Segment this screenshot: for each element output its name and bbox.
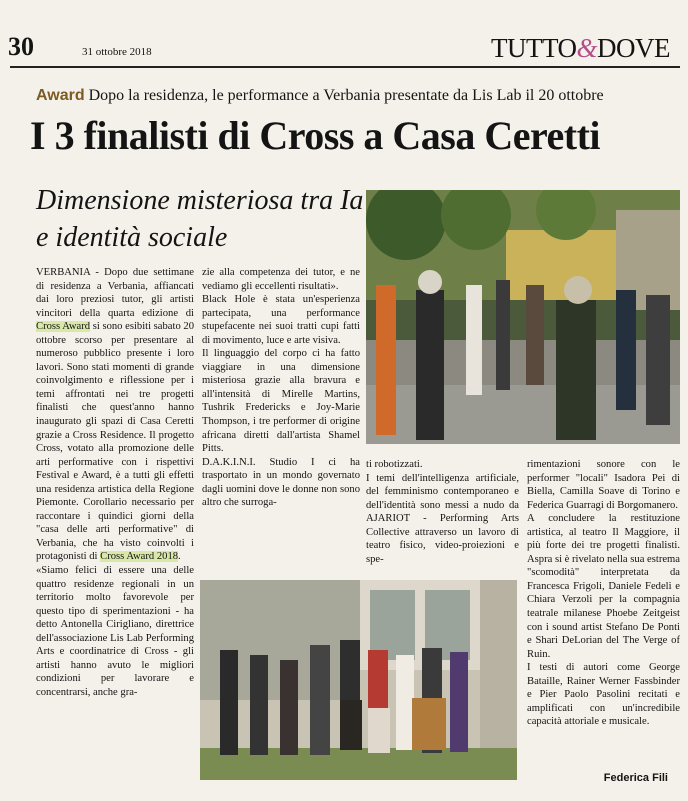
- col1-text-a: VERBANIA - Dopo due settimane di residenza a Verbania, affiancati dai loro preziosi tutor, gli artisti vincitori della quarta edizione di: [36, 267, 194, 319]
- cross-award-mention: Cross Award: [36, 321, 91, 333]
- kicker-text: Dopo la residenza, le performance a Verbania presentate da Lis Lab il 20 ottobre: [88, 87, 604, 104]
- column-2-paragraph-2: Black Hole è stata un'esperienza partecipata, una performance stupefacente nei suoi tratti cupi fatti di movimento, luce e arte visiva.: [202, 294, 360, 346]
- article-column-3: [366, 458, 519, 566]
- kicker-label: Award: [36, 87, 85, 104]
- group-photo-art: [200, 580, 517, 780]
- article-column-1: [36, 266, 194, 700]
- cross-award-2018-mention: Cross Award 2018: [100, 551, 179, 563]
- performance-photo: [366, 190, 680, 444]
- column-3-paragraph-1: ti robotizzati.: [366, 459, 423, 470]
- column-1-paragraph-1: [36, 266, 194, 564]
- col1-text-b: si sono esibiti sabato 20 ottobre scorso per presentare al numeroso pubblico presente i loro lavori. Sono stati momenti di grande coinvolgimento e riflessione per i temi affrontati nei tre progetti finalisti che quest'anno hanno inaugurato gli spazi di Casa Ceretti grazie a Cross Residence. Il progetto Cross, votato alla promozione delle arti performative con i rispettivi Festival e Award, è a tutti gli effetti una residenza artistica della Regione Piemonte. Corollario necessario per raccontare i quindici giorni della "casa delle arti performative" di Verbania, che ha visto coinvolti i protagonisti di: [36, 321, 195, 563]
- article-column-2: [202, 266, 360, 510]
- subheadline: Dimensione misteriosa tra Ia e identità sociale: [36, 185, 364, 253]
- issue-date: 31 ottobre 2018: [82, 46, 152, 58]
- header-rule: [10, 66, 680, 68]
- logo-left: TUTTO: [490, 33, 577, 63]
- page-number: 30: [8, 32, 34, 61]
- kicker: [36, 86, 604, 106]
- column-3-paragraph-2: I temi dell'intelligenza artificiale, del femminismo contemporaneo e dell'identità sono messi a nudo da AJARIOT - Performing Arts Collective attraverso un lavoro di teatro fisico, video-proiezioni e spe-: [366, 472, 519, 565]
- logo-right: DOVE: [597, 33, 670, 63]
- article-column-4: [527, 458, 680, 729]
- column-2-paragraph-1: zie alla competenza dei tutor, e ne vediamo gli eccellenti risultati».: [202, 267, 360, 292]
- column-4-paragraph-2: A concludere la restituzione artistica, al teatro Il Maggiore, il più forte dei tre progetti finalisti. Aspra si è rivelato nella sua estrema "scomodità" interpretata da Francesca Frigoli, Daniele Fedeli e Chiara Verzoli per la compagnia teatrale milanese Phoebe Zeitgeist con i sound artist Stefano De Ponti e Shari DeLorian del The Verge of Ruin.: [527, 513, 680, 660]
- group-photo: [200, 580, 517, 780]
- headline: I 3 finalisti di Cross a Casa Ceretti: [30, 113, 601, 158]
- column-1-paragraph-2: «Siamo felici di essere una delle quattro residenze regionali in un territorio molto favorevole per questo tipo di sperimentazioni - ha detto Antonella Cirigliano, direttrice dell'associazione Lis Lab Performing Arts e coordinatrice di Cross - gli artisti hanno avuto le migliori condizioni per lavorare e concentrarsi, anche gra-: [36, 565, 194, 698]
- performance-photo-art: [366, 190, 680, 444]
- column-2-paragraph-3: Il linguaggio del corpo ci ha fatto viaggiare in una dimensione misteriosa grazie alla bravura e all'intensità di Mirelle Martins, Tushrik Fredericks e Joy-Marie Thompson, i tre performer di origine africana diretti dall'artista Shamel Pitts.: [202, 348, 360, 455]
- byline: Federica Fili: [603, 772, 668, 784]
- column-4-paragraph-1: rimentazioni sonore con le performer "locali" Isadora Pei di Biella, Camilla Soave di Torino e Federica Guarragi di Borgomanero.: [527, 459, 680, 511]
- column-2-paragraph-4: D.A.K.I.N.I. Studio I ci ha trasportato in un mondo governato dagli uomini dove le donne non sono altro che surroga-: [202, 456, 360, 509]
- column-4-paragraph-3: I testi di autori come George Bataille, Rainer Werner Fassbinder e Pier Paolo Pasolini recitati e amplificati con un'incredibile capacità attoriale e musicale.: [527, 662, 680, 728]
- logo-ampersand: &: [576, 33, 597, 63]
- col1-text-c: .: [178, 551, 181, 563]
- publication-logo: [491, 34, 670, 62]
